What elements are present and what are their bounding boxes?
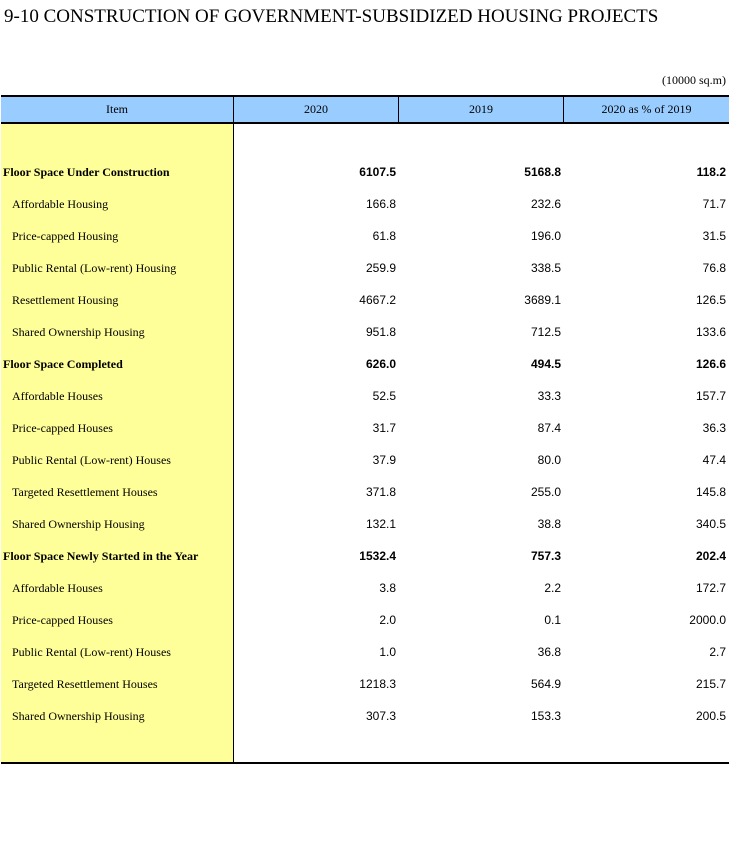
- value-percent: 76.8: [702, 261, 726, 275]
- value-percent: 2000.0: [689, 613, 726, 627]
- value-percent: 36.3: [702, 421, 726, 435]
- value-2020: 1218.3: [359, 677, 396, 691]
- data-table: [1, 95, 729, 765]
- header-2019: 2019: [469, 102, 493, 116]
- value-percent: 47.4: [702, 453, 726, 467]
- value-2020: 166.8: [365, 197, 396, 211]
- value-2020: 31.7: [372, 421, 396, 435]
- value-percent: 31.5: [702, 229, 726, 243]
- value-2019: 87.4: [537, 421, 561, 435]
- value-2019: 153.3: [530, 709, 561, 723]
- header-2020: 2020: [304, 102, 328, 116]
- value-2020: 951.8: [365, 325, 396, 339]
- row-label: Affordable Houses: [12, 581, 103, 595]
- value-2020: 6107.5: [359, 165, 396, 179]
- value-percent: 172.7: [695, 581, 726, 595]
- header-percent: 2020 as % of 2019: [601, 102, 692, 116]
- row-label: Resettlement Housing: [12, 293, 119, 307]
- table-row: [1, 636, 729, 668]
- row-label: Shared Ownership Housing: [12, 517, 145, 531]
- value-percent: 202.4: [695, 549, 726, 563]
- table-row: [1, 668, 729, 700]
- table-row: [1, 508, 729, 540]
- value-2019: 757.3: [530, 549, 561, 563]
- table-row: [1, 156, 729, 188]
- value-2020: 371.8: [365, 485, 396, 499]
- value-2019: 80.0: [537, 453, 561, 467]
- value-2020: 52.5: [372, 389, 396, 403]
- value-2019: 255.0: [530, 485, 561, 499]
- value-2020: 132.1: [365, 517, 396, 531]
- table-row: [1, 700, 729, 732]
- table-row: [1, 380, 729, 412]
- value-percent: 145.8: [695, 485, 726, 499]
- page-title: 9-10 CONSTRUCTION OF GOVERNMENT-SUBSIDIZED HOUSING PROJECTS: [4, 6, 659, 27]
- header-item: Item: [106, 102, 128, 116]
- value-2020: 2.0: [379, 613, 396, 627]
- table-row: [1, 444, 729, 476]
- value-2020: 61.8: [372, 229, 396, 243]
- value-2020: 259.9: [365, 261, 396, 275]
- row-label: Public Rental (Low-rent) Houses: [12, 645, 171, 659]
- table-row: [1, 188, 729, 220]
- value-2019: 712.5: [530, 325, 561, 339]
- value-percent: 133.6: [695, 325, 726, 339]
- value-2019: 36.8: [537, 645, 561, 659]
- table-row: [1, 604, 729, 636]
- value-2019: 3689.1: [524, 293, 561, 307]
- value-2019: 0.1: [544, 613, 561, 627]
- row-label: Targeted Resettlement Houses: [12, 485, 158, 499]
- table-row: [1, 572, 729, 604]
- row-label: Price-capped Houses: [12, 613, 113, 627]
- row-label: Public Rental (Low-rent) Houses: [12, 453, 171, 467]
- value-2019: 232.6: [530, 197, 561, 211]
- value-percent: 2.7: [709, 645, 726, 659]
- value-percent: 200.5: [695, 709, 726, 723]
- value-2020: 1.0: [379, 645, 396, 659]
- row-label: Floor Space Completed: [3, 357, 123, 371]
- value-percent: 118.2: [696, 165, 726, 179]
- value-2020: 4667.2: [359, 293, 396, 307]
- value-2020: 307.3: [365, 709, 396, 723]
- value-percent: 71.7: [702, 197, 726, 211]
- table-row: [1, 476, 729, 508]
- table-row: [1, 316, 729, 348]
- table-row: [1, 412, 729, 444]
- value-2019: 564.9: [530, 677, 561, 691]
- row-label: Affordable Housing: [12, 197, 109, 211]
- table-row: [1, 284, 729, 316]
- row-label: Shared Ownership Housing: [12, 709, 145, 723]
- value-2020: 626.0: [365, 357, 396, 371]
- value-2019: 38.8: [537, 517, 561, 531]
- value-percent: 340.5: [695, 517, 726, 531]
- table-row: [1, 348, 729, 380]
- value-2019: 2.2: [544, 581, 561, 595]
- table-row: [1, 252, 729, 284]
- row-label: Shared Ownership Housing: [12, 325, 145, 339]
- value-percent: 157.7: [695, 389, 726, 403]
- row-label: Price-capped Houses: [12, 421, 113, 435]
- table-row: [1, 540, 729, 572]
- table-row: [1, 220, 729, 252]
- value-percent: 126.6: [695, 357, 726, 371]
- value-2019: 196.0: [530, 229, 561, 243]
- row-label: Targeted Resettlement Houses: [12, 677, 158, 691]
- value-percent: 215.7: [695, 677, 726, 691]
- row-label: Price-capped Housing: [12, 229, 119, 243]
- row-label: Floor Space Newly Started in the Year: [3, 549, 199, 563]
- value-2019: 338.5: [530, 261, 561, 275]
- value-2020: 37.9: [372, 453, 396, 467]
- unit-label: (10000 sq.m): [662, 73, 726, 87]
- value-percent: 126.5: [695, 293, 726, 307]
- value-2020: 3.8: [379, 581, 396, 595]
- table-header: [1, 95, 729, 124]
- value-2019: 33.3: [537, 389, 561, 403]
- value-2019: 494.5: [530, 357, 561, 371]
- row-label: Affordable Houses: [12, 389, 103, 403]
- value-2019: 5168.8: [524, 165, 561, 179]
- row-label: Floor Space Under Construction: [3, 165, 170, 179]
- table-bottom-rule: [1, 762, 729, 764]
- row-label: Public Rental (Low-rent) Housing: [12, 261, 177, 275]
- value-2020: 1532.4: [359, 549, 396, 563]
